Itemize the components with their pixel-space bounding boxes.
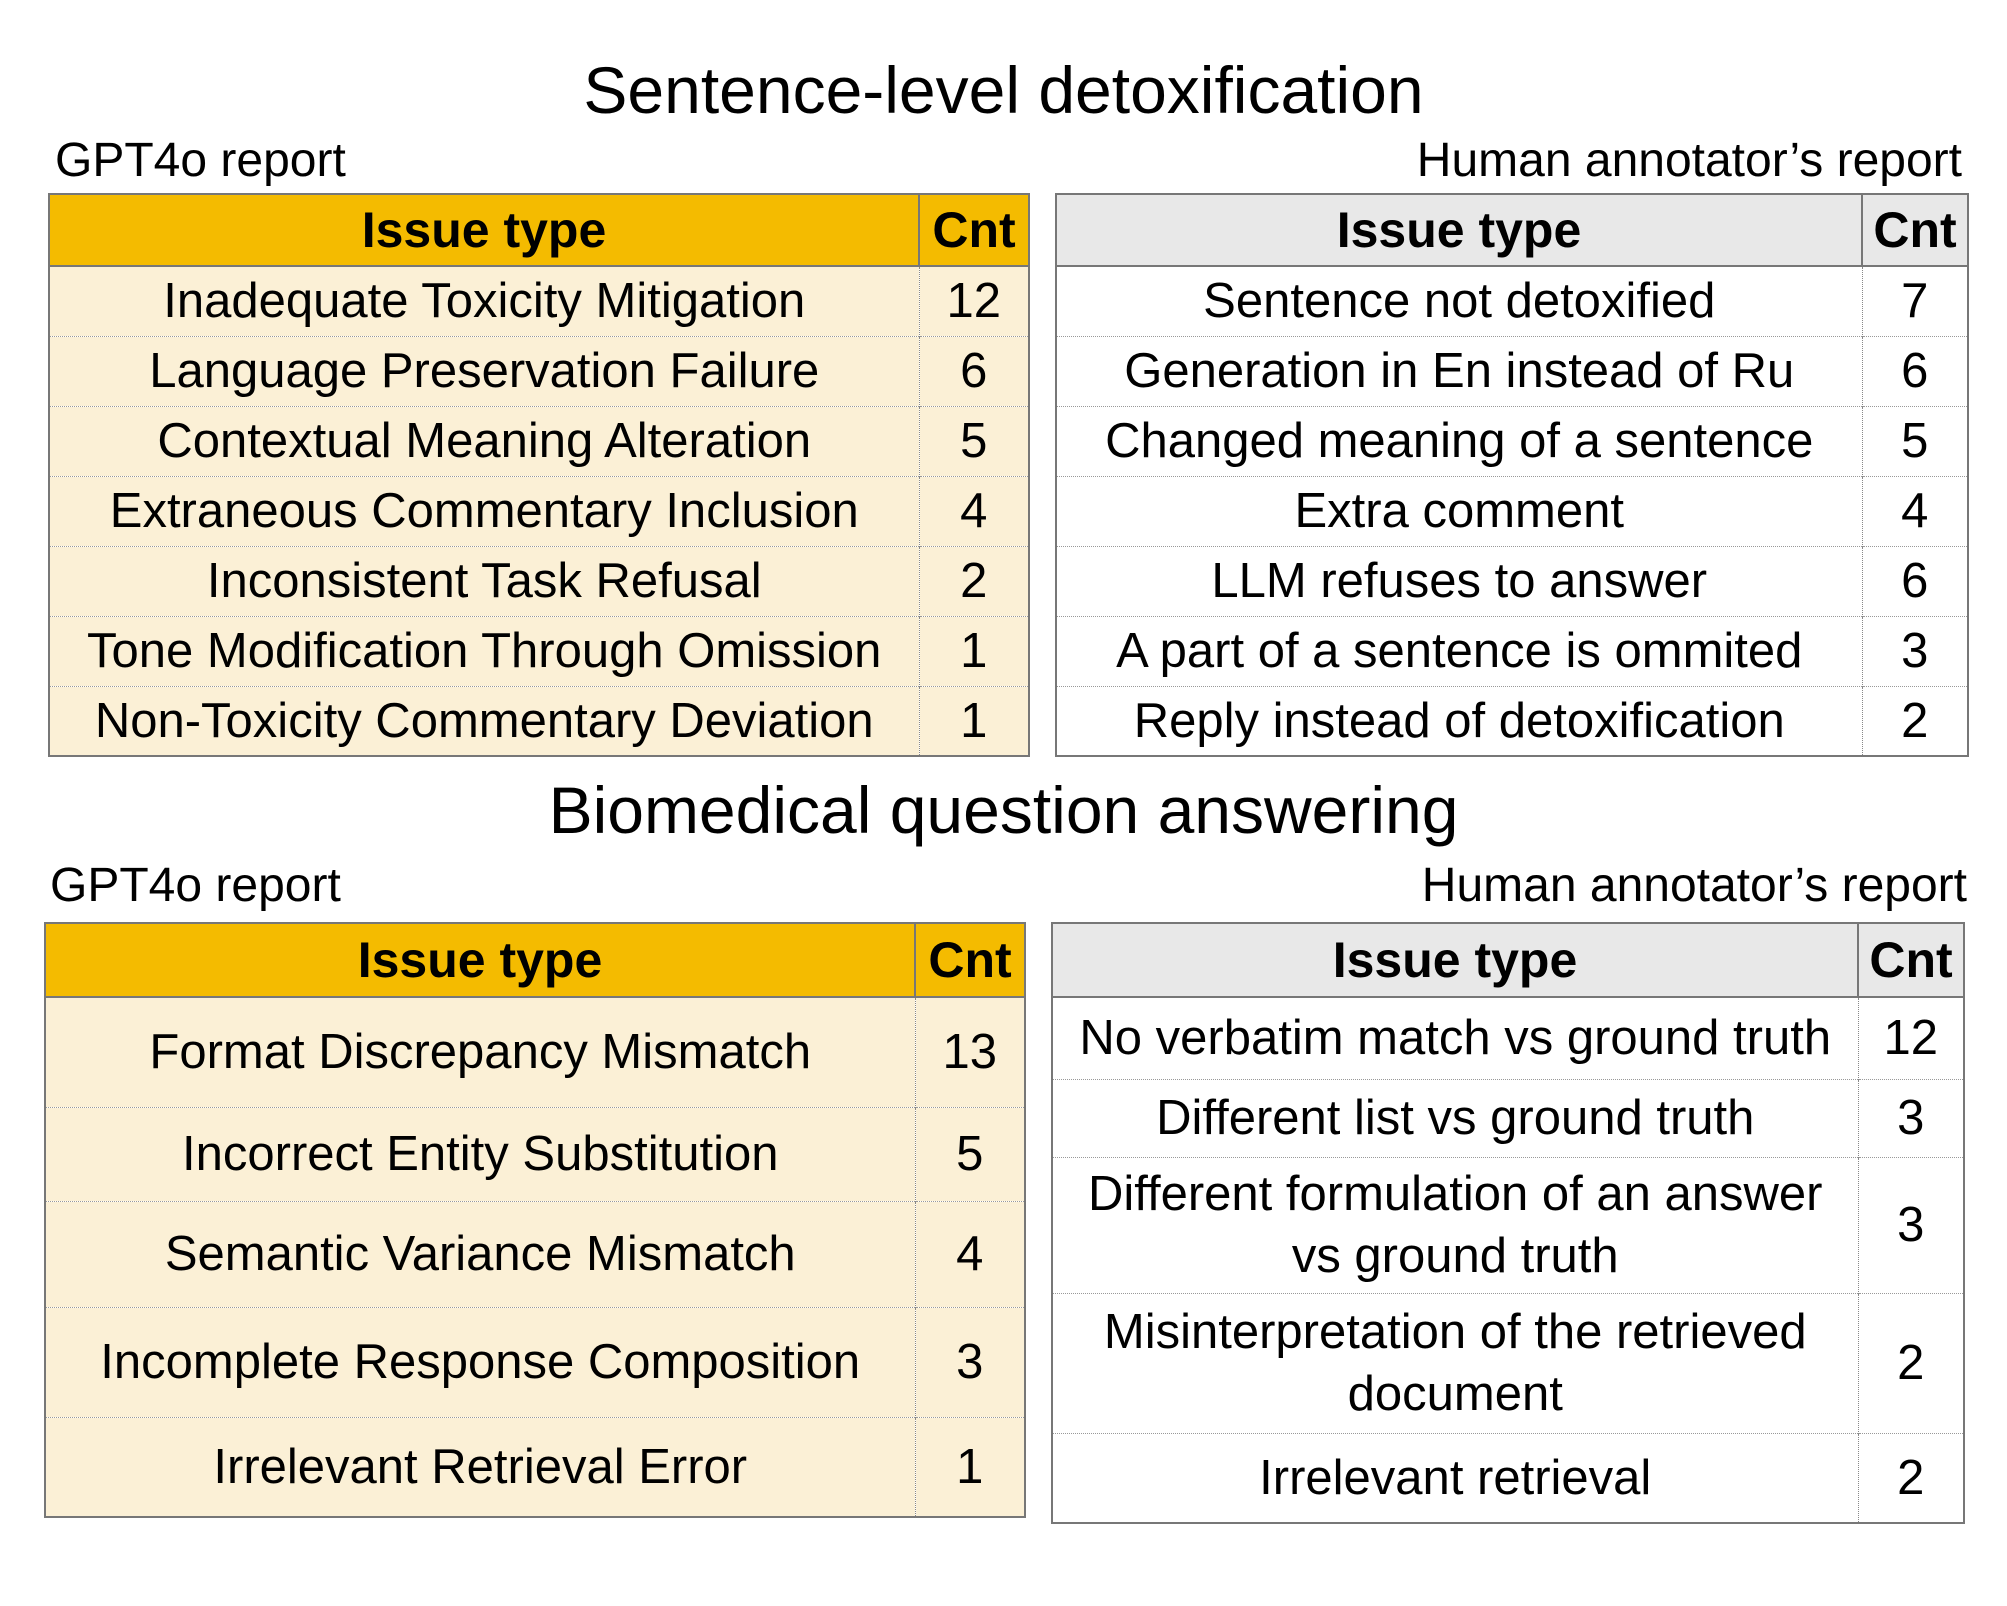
table-row: [1056, 476, 1968, 546]
cnt-cell: 4: [915, 1201, 1025, 1307]
cnt-cell: 12: [1858, 997, 1964, 1079]
issue-cell: Irrelevant retrieval: [1052, 1433, 1858, 1523]
cnt-cell: 4: [919, 476, 1029, 546]
issue-cell: Changed meaning of a sentence: [1056, 406, 1862, 476]
table-header-row: [49, 194, 1029, 266]
table-row: [49, 406, 1029, 476]
human-report-label: Human annotator’s report: [1416, 134, 1962, 187]
issue-cell: Generation in En instead of Ru: [1056, 336, 1862, 406]
cnt-cell: 2: [919, 546, 1029, 616]
cnt-cell: 3: [915, 1307, 1025, 1417]
issue-cell: Irrelevant Retrieval Error: [45, 1417, 915, 1517]
table-row: [45, 1307, 1025, 1417]
table-header-row: [1052, 923, 1964, 997]
issue-cell: Inadequate Toxicity Mitigation: [49, 266, 919, 336]
issue-cell: Reply instead of detoxification: [1056, 686, 1862, 756]
cnt-cell: 5: [919, 406, 1029, 476]
cnt-cell: 4: [1862, 476, 1968, 546]
detox-gpt-table: [48, 193, 1030, 757]
issue-cell: Different formulation of an answer vs ground truth: [1052, 1157, 1858, 1293]
table-row: [49, 266, 1029, 336]
cnt-cell: 1: [919, 616, 1029, 686]
table-row: [49, 476, 1029, 546]
issue-cell: Misinterpretation of the retrieved document: [1052, 1293, 1858, 1433]
issue-cell: Language Preservation Failure: [49, 336, 919, 406]
issue-cell: LLM refuses to answer: [1056, 546, 1862, 616]
section-title-detox: Sentence-level detoxification: [583, 53, 1424, 127]
section-title-biomedical: Biomedical question answering: [548, 773, 1459, 847]
issue-cell: No verbatim match vs ground truth: [1052, 997, 1858, 1079]
cnt-cell: 3: [1858, 1079, 1964, 1157]
cnt-cell: 6: [919, 336, 1029, 406]
issue-type-header: Issue type: [45, 923, 915, 997]
issue-cell: A part of a sentence is ommited: [1056, 616, 1862, 686]
issue-cell: Semantic Variance Mismatch: [45, 1201, 915, 1307]
table-row: [45, 997, 1025, 1107]
table-row: [1056, 336, 1968, 406]
cnt-cell: 2: [1858, 1433, 1964, 1523]
table-row: [1052, 1433, 1964, 1523]
cnt-cell: 1: [919, 686, 1029, 756]
detox-human-table: [1055, 193, 1969, 757]
cnt-header: Cnt: [915, 923, 1025, 997]
gpt-report-label: GPT4o report: [55, 134, 346, 187]
issue-cell: Non-Toxicity Commentary Deviation: [49, 686, 919, 756]
table-row: [1052, 1157, 1964, 1293]
table-row: [45, 1417, 1025, 1517]
issue-cell: Sentence not detoxified: [1056, 266, 1862, 336]
issue-cell: Tone Modification Through Omission: [49, 616, 919, 686]
cnt-cell: 6: [1862, 336, 1968, 406]
human-report-label: Human annotator’s report: [1421, 859, 1967, 912]
table-row: [49, 546, 1029, 616]
issue-cell: Different list vs ground truth: [1052, 1079, 1858, 1157]
cnt-cell: 6: [1862, 546, 1968, 616]
table-row: [1056, 406, 1968, 476]
table-row: [49, 616, 1029, 686]
table-row: [1052, 1079, 1964, 1157]
table-row: [1056, 546, 1968, 616]
issue-cell: Extraneous Commentary Inclusion: [49, 476, 919, 546]
issue-cell: Extra comment: [1056, 476, 1862, 546]
cnt-cell: 2: [1862, 686, 1968, 756]
biomed-gpt-table: [44, 922, 1026, 1518]
cnt-cell: 2: [1858, 1293, 1964, 1433]
cnt-cell: 13: [915, 997, 1025, 1107]
table-row: [1052, 997, 1964, 1079]
table-row: [49, 686, 1029, 756]
cnt-cell: 5: [915, 1107, 1025, 1201]
cnt-cell: 5: [1862, 406, 1968, 476]
cnt-header: Cnt: [1858, 923, 1964, 997]
issue-type-header: Issue type: [1056, 194, 1862, 266]
issue-cell: Incorrect Entity Substitution: [45, 1107, 915, 1201]
cnt-header: Cnt: [1862, 194, 1968, 266]
cnt-header: Cnt: [919, 194, 1029, 266]
issue-cell: Inconsistent Task Refusal: [49, 546, 919, 616]
table-row: [1056, 266, 1968, 336]
table-header-row: [1056, 194, 1968, 266]
cnt-cell: 12: [919, 266, 1029, 336]
cnt-cell: 7: [1862, 266, 1968, 336]
cnt-cell: 1: [915, 1417, 1025, 1517]
table-header-row: [45, 923, 1025, 997]
cnt-cell: 3: [1858, 1157, 1964, 1293]
table-row: [45, 1107, 1025, 1201]
table-row: [45, 1201, 1025, 1307]
issue-type-header: Issue type: [1052, 923, 1858, 997]
table-row: [49, 336, 1029, 406]
table-row: [1056, 686, 1968, 756]
cnt-cell: 3: [1862, 616, 1968, 686]
gpt-report-label: GPT4o report: [50, 859, 341, 912]
table-row: [1052, 1293, 1964, 1433]
issue-cell: Format Discrepancy Mismatch: [45, 997, 915, 1107]
issue-cell: Contextual Meaning Alteration: [49, 406, 919, 476]
biomed-human-table: [1051, 922, 1965, 1524]
table-row: [1056, 616, 1968, 686]
issue-cell: Incomplete Response Composition: [45, 1307, 915, 1417]
issue-type-header: Issue type: [49, 194, 919, 266]
